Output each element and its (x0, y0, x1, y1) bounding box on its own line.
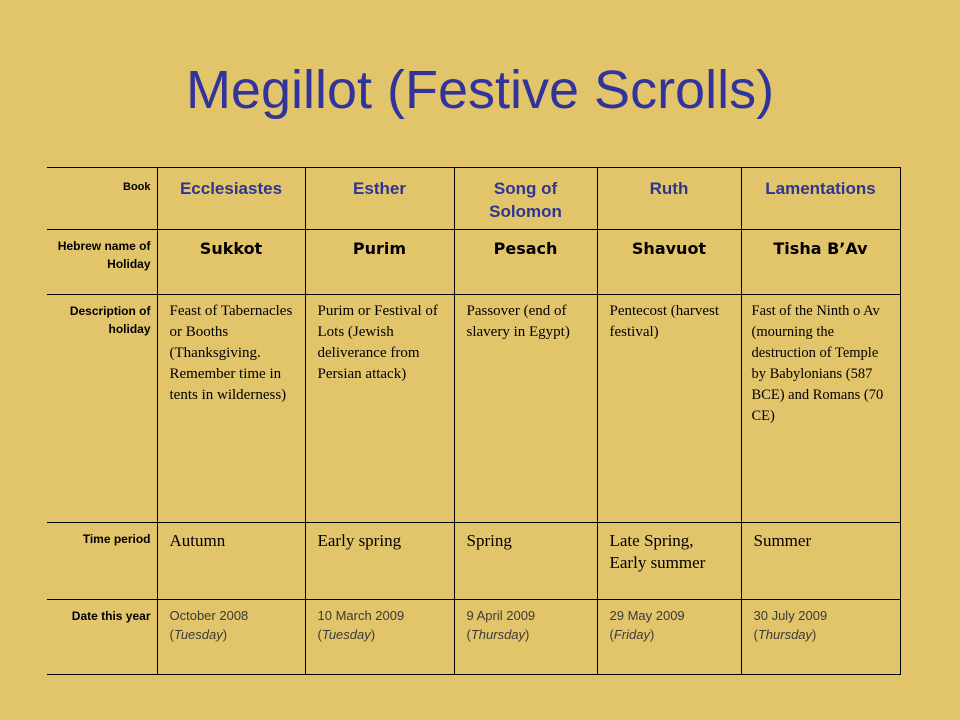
description-cell: Pentecost (harvest festival) (597, 295, 741, 523)
table-row-time-period (47, 523, 900, 600)
book-name-ruth: Ruth (597, 168, 741, 230)
date-cell: 29 May 2009 (Friday) (597, 600, 741, 675)
description-cell: Feast of Tabernacles or Booths (Thanksgiving. Remember time in tents in wilderness) (157, 295, 305, 523)
description-cell: Purim or Festival of Lots (Jewish deliverance from Persian attack) (305, 295, 454, 523)
book-name-ecclesiastes: Ecclesiastes (157, 168, 305, 230)
time-period-cell: Summer (741, 523, 900, 600)
megillot-table (47, 167, 901, 675)
date-text: 29 May 2009 (609, 608, 685, 623)
description-cell: Passover (end of slavery in Egypt) (454, 295, 597, 523)
date-text: 9 April 2009 (466, 608, 536, 623)
book-name-esther: Esther (305, 168, 454, 230)
time-period-cell: Spring (454, 523, 597, 600)
table-row-hebrew-name (47, 230, 900, 295)
weekday-text: Friday (613, 627, 650, 642)
time-period-cell: Early spring (305, 523, 454, 600)
description-cell: Fast of the Ninth o Av (mourning the destruction of Temple by Babylonians (587 BCE) and Romans (70 CE) (741, 295, 900, 523)
weekday-text: Thursday (470, 627, 526, 642)
weekday-text: Tuesday (321, 627, 371, 642)
holiday-tisha-bav: Tisha B’Av (741, 230, 900, 295)
holiday-purim: Purim (305, 230, 454, 295)
weekday-text: Thursday (757, 627, 813, 642)
weekday-text: Tuesday (173, 627, 223, 642)
date-cell: 9 April 2009 (Thursday) (454, 600, 597, 675)
holiday-pesach: Pesach (454, 230, 597, 295)
date-cell: October 2008 (Tuesday) (157, 600, 305, 675)
date-text: 10 March 2009 (317, 608, 405, 623)
table-row-description (47, 295, 900, 523)
date-text: 30 July 2009 (753, 608, 828, 623)
date-cell: 10 March 2009 (Tuesday) (305, 600, 454, 675)
row-header-time-period: Time period (47, 523, 157, 600)
row-header-date: Date this year (47, 600, 157, 675)
time-period-cell: Late Spring, Early summer (597, 523, 741, 600)
holiday-sukkot: Sukkot (157, 230, 305, 295)
time-period-cell: Autumn (157, 523, 305, 600)
table-row-book (47, 168, 900, 230)
page-title: Megillot (Festive Scrolls) (185, 60, 775, 120)
row-header-book: Book (47, 168, 157, 230)
date-text: October 2008 (169, 608, 249, 623)
date-cell: 30 July 2009 (Thursday) (741, 600, 900, 675)
row-header-hebrew-name: Hebrew name of Holiday (47, 230, 157, 295)
table-row-date (47, 600, 900, 675)
book-name-song-of-solomon: Song of Solomon (454, 168, 597, 230)
book-name-lamentations: Lamentations (741, 168, 900, 230)
holiday-shavuot: Shavuot (597, 230, 741, 295)
row-header-description: Description of holiday (47, 295, 157, 523)
